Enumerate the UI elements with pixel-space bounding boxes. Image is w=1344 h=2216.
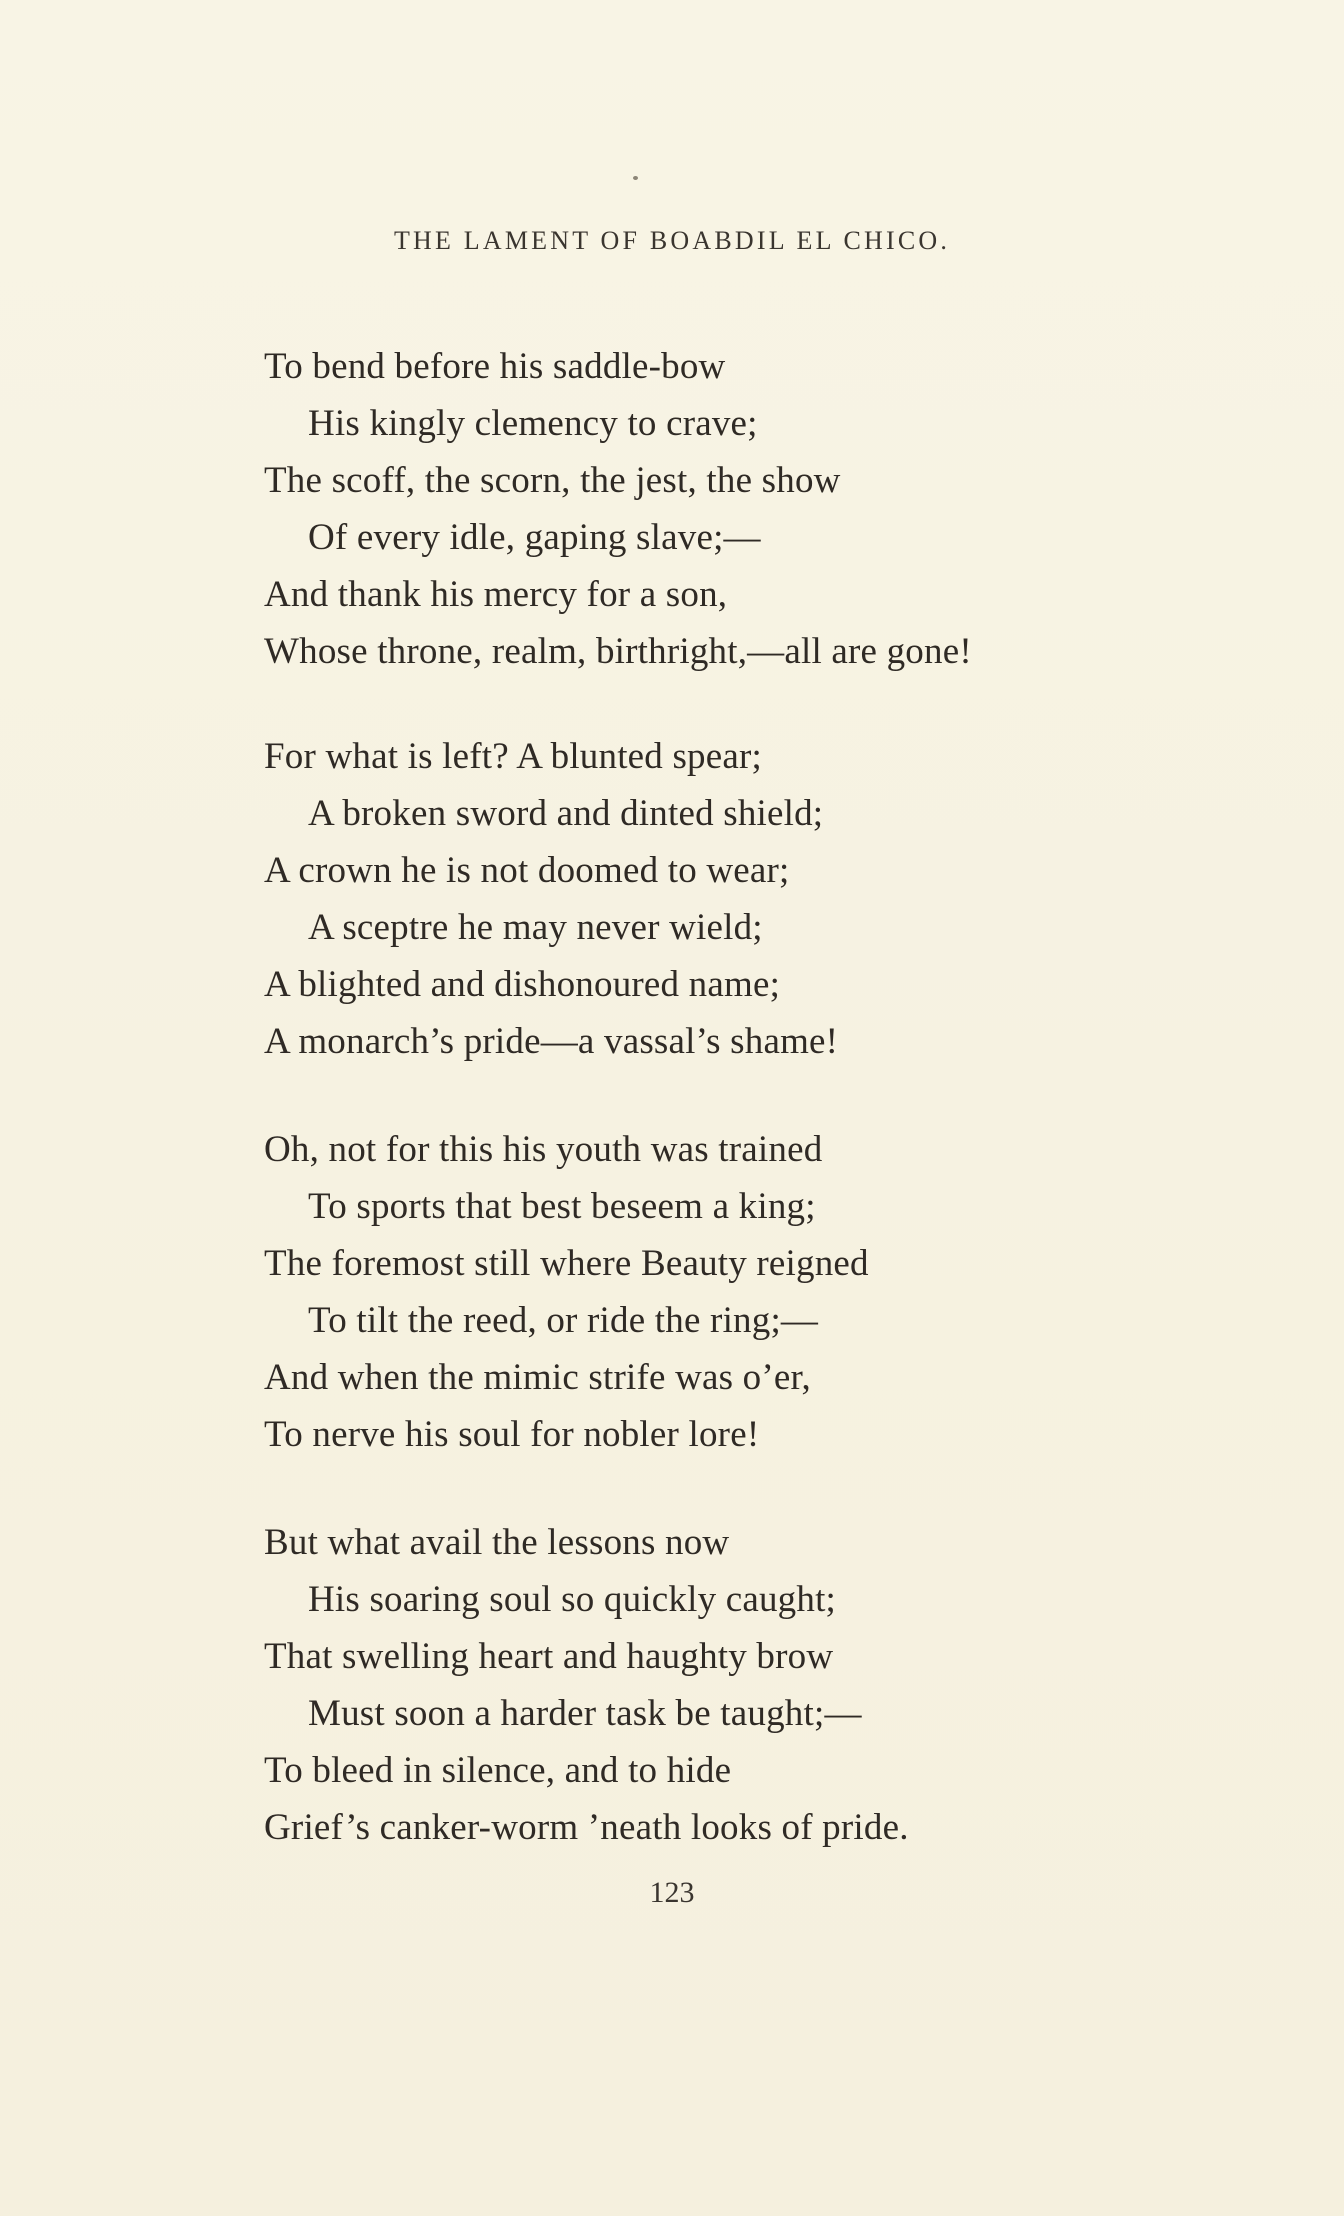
poem-line: His kingly clemency to crave;: [308, 403, 758, 444]
poem-line: A broken sword and dinted shield;: [308, 793, 824, 834]
page-number: 123: [649, 1876, 695, 1909]
poem-line: A crown he is not doomed to wear;: [264, 850, 790, 891]
poem-line: Whose throne, realm, birthright,—all are gone!: [264, 631, 972, 672]
poem-line: Grief’s canker-worm ’neath looks of pride.: [264, 1807, 909, 1848]
poem-line: To bend before his saddle-bow: [264, 346, 726, 387]
poem-line: His soaring soul so quickly caught;: [308, 1579, 837, 1620]
poem-line: And when the mimic strife was o’er,: [264, 1357, 812, 1398]
running-head: THE LAMENT OF BOABDIL EL CHICO.: [393, 226, 951, 255]
poem-line: To tilt the reed, or ride the ring;—: [308, 1300, 819, 1341]
poem-line: Must soon a harder task be taught;—: [308, 1693, 862, 1734]
poem-line: To nerve his soul for nobler lore!: [264, 1414, 760, 1455]
paper-speck: [633, 176, 638, 180]
poem-line: Of every idle, gaping slave;—: [308, 517, 761, 558]
poem-line: A blighted and dishonoured name;: [264, 964, 781, 1005]
poem-line: To sports that best beseem a king;: [308, 1186, 816, 1227]
poem-line: A sceptre he may never wield;: [308, 907, 763, 948]
poem-line: That swelling heart and haughty brow: [264, 1636, 834, 1677]
poem-line: For what is left? A blunted spear;: [264, 736, 762, 777]
poem-line: The foremost still where Beauty reigned: [264, 1243, 869, 1284]
poem-line: The scoff, the scorn, the jest, the show: [264, 460, 841, 501]
poem-line: But what avail the lessons now: [264, 1522, 730, 1563]
poem-line: And thank his mercy for a son,: [264, 574, 728, 615]
poem-line: A monarch’s pride—a vassal’s shame!: [264, 1021, 839, 1062]
poem-line: To bleed in silence, and to hide: [264, 1750, 732, 1791]
poem-line: Oh, not for this his youth was trained: [264, 1129, 823, 1170]
